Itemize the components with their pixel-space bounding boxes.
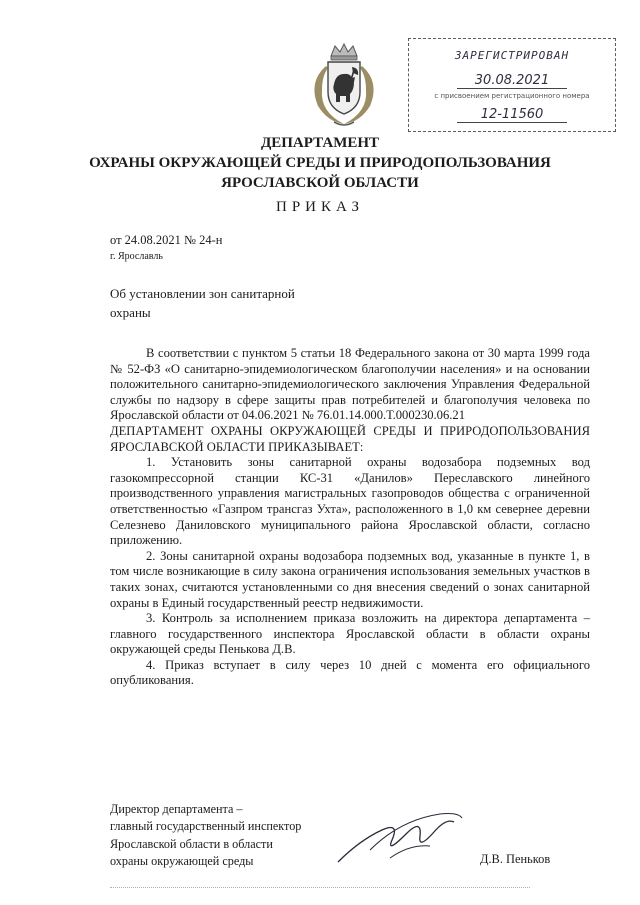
document-body [110, 346, 590, 689]
subject-line2: охраны [110, 305, 151, 320]
handwritten-signature-icon [330, 800, 480, 875]
order-item-1: 1. Установить зоны санитарной охраны водозабора подземных вод газокомпрессорной станции КС-31 «Данилов» Переславского линейного производственного управления магистральных газопроводов общества с ограниченной ответственностью «Газпром трансгаз Ухта», расположенного в 1,0 км севернее деревни Селезнево Даниловского муниципального района Ярославской области, согласно приложению. [110, 455, 590, 548]
stamp-title: ЗАРЕГИСТРИРОВАН [454, 49, 570, 62]
registration-stamp [408, 38, 616, 132]
stamp-number: 12-11560 [457, 107, 567, 123]
order-item-3: 3. Контроль за исполнением приказа возложить на директора департамента – главного государственного инспектора Ярославской области в области охраны окружающей среды Пенькова Д.В. [110, 611, 590, 657]
subject-line1: Об установлении зон санитарной [110, 286, 295, 301]
city: г. Ярославль [110, 251, 163, 262]
signatory-name: Д.В. Пеньков [480, 852, 551, 866]
footer-divider [110, 887, 530, 888]
order-item-2: 2. Зоны санитарной охраны водозабора подземных вод, указанные в пункте 1, в том числе возникающие в силу закона ограничения использования земельных участков в таких зонах, считаются установленными со дня внесения сведений о зонах санитарной охраны в Единый государственный реестр недвижимости. [110, 548, 590, 610]
signatory-position [110, 801, 301, 870]
signatory-line1: Директор департамента – [110, 802, 243, 816]
document-subject [110, 284, 350, 322]
signatory-line3: Ярославской области в области [110, 836, 273, 851]
signatory-line2: главный государственный инспектор [110, 819, 302, 834]
stamp-note: с присвоением регистрационного номера [434, 92, 590, 100]
order-number-date: от 24.08.2021 № 24-н [110, 233, 223, 247]
department-header [0, 133, 640, 193]
department-header-line1: ДЕПАРТАМЕНТ [260, 135, 380, 151]
stamp-date: 30.08.2021 [457, 73, 567, 89]
department-header-line2: ОХРАНЫ ОКРУЖАЮЩЕЙ СРЕДЫ И ПРИРОДОПОЛЬЗОВАНИЯ [89, 155, 551, 171]
signatory-line4: охраны окружающей среды [110, 853, 254, 868]
order-item-4: 4. Приказ вступает в силу через 10 дней с момента его официального опубликования. [110, 657, 590, 688]
coat-of-arms-bear-icon [298, 42, 390, 132]
department-header-line3: ЯРОСЛАВСКОЙ ОБЛАСТИ [221, 175, 419, 191]
preamble-paragraph: В соответствии с пунктом 5 статьи 18 Федерального закона от 30 марта 1999 года № 52-ФЗ «О санитарно-эпидемиологическом благополучии населения» и на основании положительного санитарно-эпидемиологического заключения Управления Федеральной службы по надзору в сфере защиты прав потребителей и благополучия человека по Ярославской области от 04.06.2021 № 76.01.14.000.Т.000230.06.21 [110, 346, 590, 423]
document-type: ПРИКАЗ [276, 199, 364, 215]
orders-heading: ДЕПАРТАМЕНТ ОХРАНЫ ОКРУЖАЮЩЕЙ СРЕДЫ И ПРИРОДОПОЛЬЗОВАНИЯ ЯРОСЛАВСКОЙ ОБЛАСТИ ПРИКАЗЫВАЕТ: [110, 423, 590, 454]
